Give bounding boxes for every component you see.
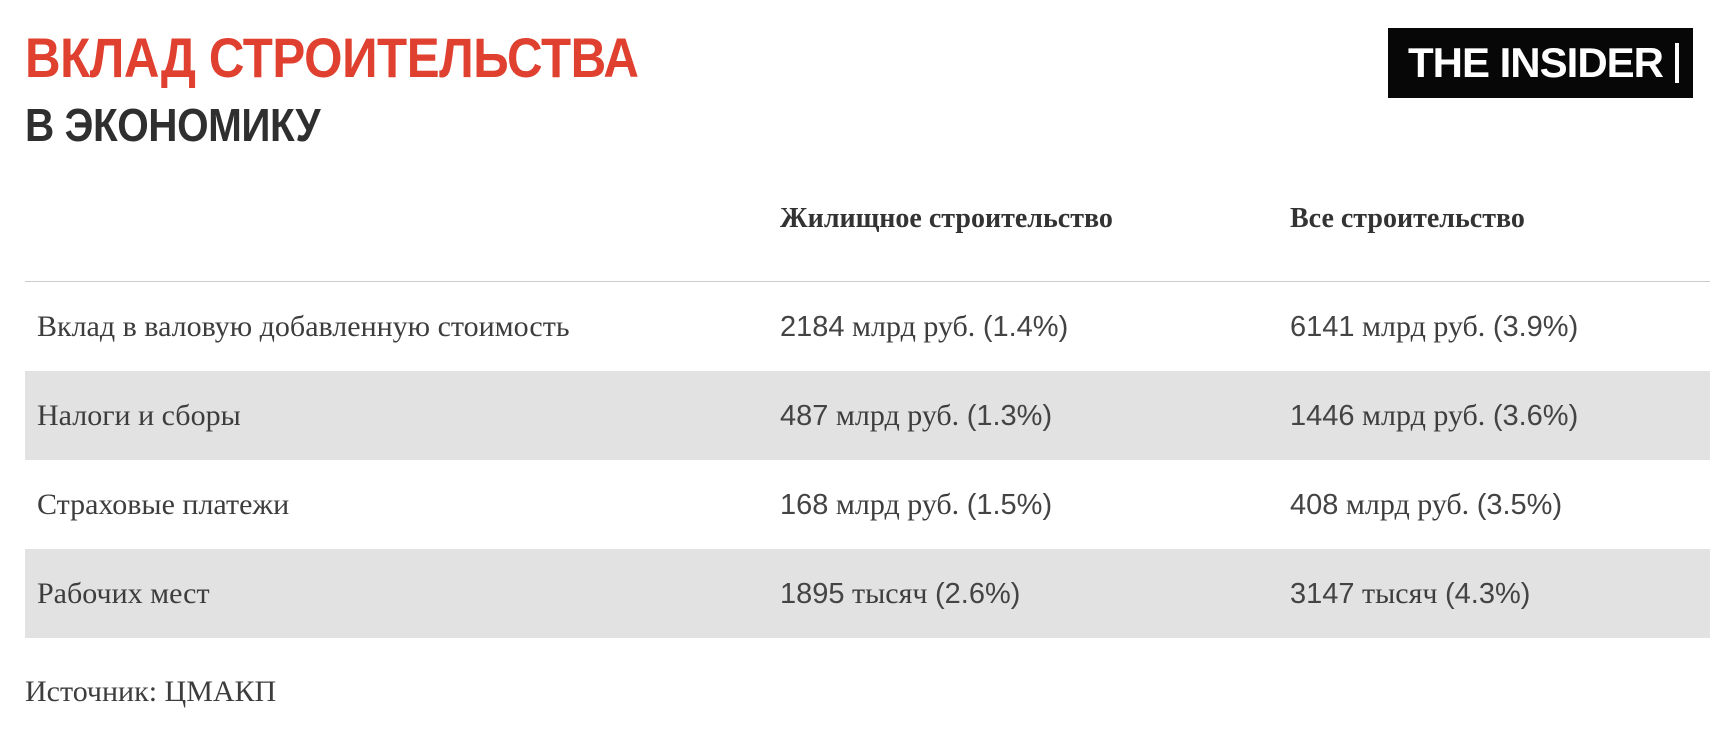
source-note: Источник: ЦМАКП [25, 675, 277, 708]
value-number: 2184 [780, 310, 845, 343]
row-label: Страховые платежи [37, 487, 290, 521]
value-number: 1446 [1290, 399, 1355, 432]
value-number: 168 [780, 488, 829, 521]
table-row [25, 282, 1710, 371]
value-unit: млрд руб. [835, 398, 960, 432]
row-value-housing [780, 488, 1290, 522]
header-cell-all: Все строительство [1290, 203, 1525, 234]
row-value-housing [780, 310, 1290, 344]
value-unit: млрд руб. [835, 487, 960, 521]
value-percent: (1.3%) [966, 399, 1053, 432]
row-value-all [1290, 488, 1710, 522]
value-percent: (3.6%) [1492, 399, 1579, 432]
value-number: 408 [1290, 488, 1339, 521]
value-percent: (3.9%) [1492, 310, 1579, 343]
value-unit: млрд руб. [1362, 398, 1486, 432]
value-number: 1895 [780, 577, 845, 610]
row-value-all [1290, 577, 1710, 611]
page-subtitle: В ЭКОНОМИКУ [25, 99, 321, 151]
the-insider-logo [1388, 28, 1693, 98]
value-percent: (4.3%) [1444, 577, 1531, 610]
row-label: Налоги и сборы [37, 398, 241, 432]
value-number: 487 [780, 399, 829, 432]
value-unit: млрд руб. [852, 309, 976, 343]
row-value-housing [780, 577, 1290, 611]
row-label: Вклад в валовую добавленную стоимость [37, 309, 570, 343]
value-percent: (1.5%) [966, 488, 1053, 521]
header-cell-housing: Жилищное строительство [780, 203, 1113, 234]
value-unit: тысяч [1362, 576, 1438, 610]
value-percent: (1.4%) [982, 310, 1069, 343]
table-row [25, 549, 1710, 638]
table-header-row [25, 188, 1710, 282]
row-value-all [1290, 399, 1710, 433]
table-row [25, 460, 1710, 549]
row-value-housing [780, 399, 1290, 433]
page-title: ВКЛАД СТРОИТЕЛЬСТВА [25, 26, 639, 89]
logo-cursor-bar-icon [1675, 43, 1679, 83]
table-row [25, 371, 1710, 460]
value-percent: (3.5%) [1476, 488, 1563, 521]
data-table [25, 188, 1710, 638]
row-label: Рабочих мест [37, 576, 210, 610]
value-unit: тысяч [852, 576, 928, 610]
value-number: 6141 [1290, 310, 1355, 343]
value-number: 3147 [1290, 577, 1355, 610]
value-percent: (2.6%) [934, 577, 1021, 610]
logo-text: THE INSIDER [1407, 39, 1663, 86]
row-value-all [1290, 310, 1710, 344]
value-unit: млрд руб. [1345, 487, 1470, 521]
value-unit: млрд руб. [1362, 309, 1486, 343]
